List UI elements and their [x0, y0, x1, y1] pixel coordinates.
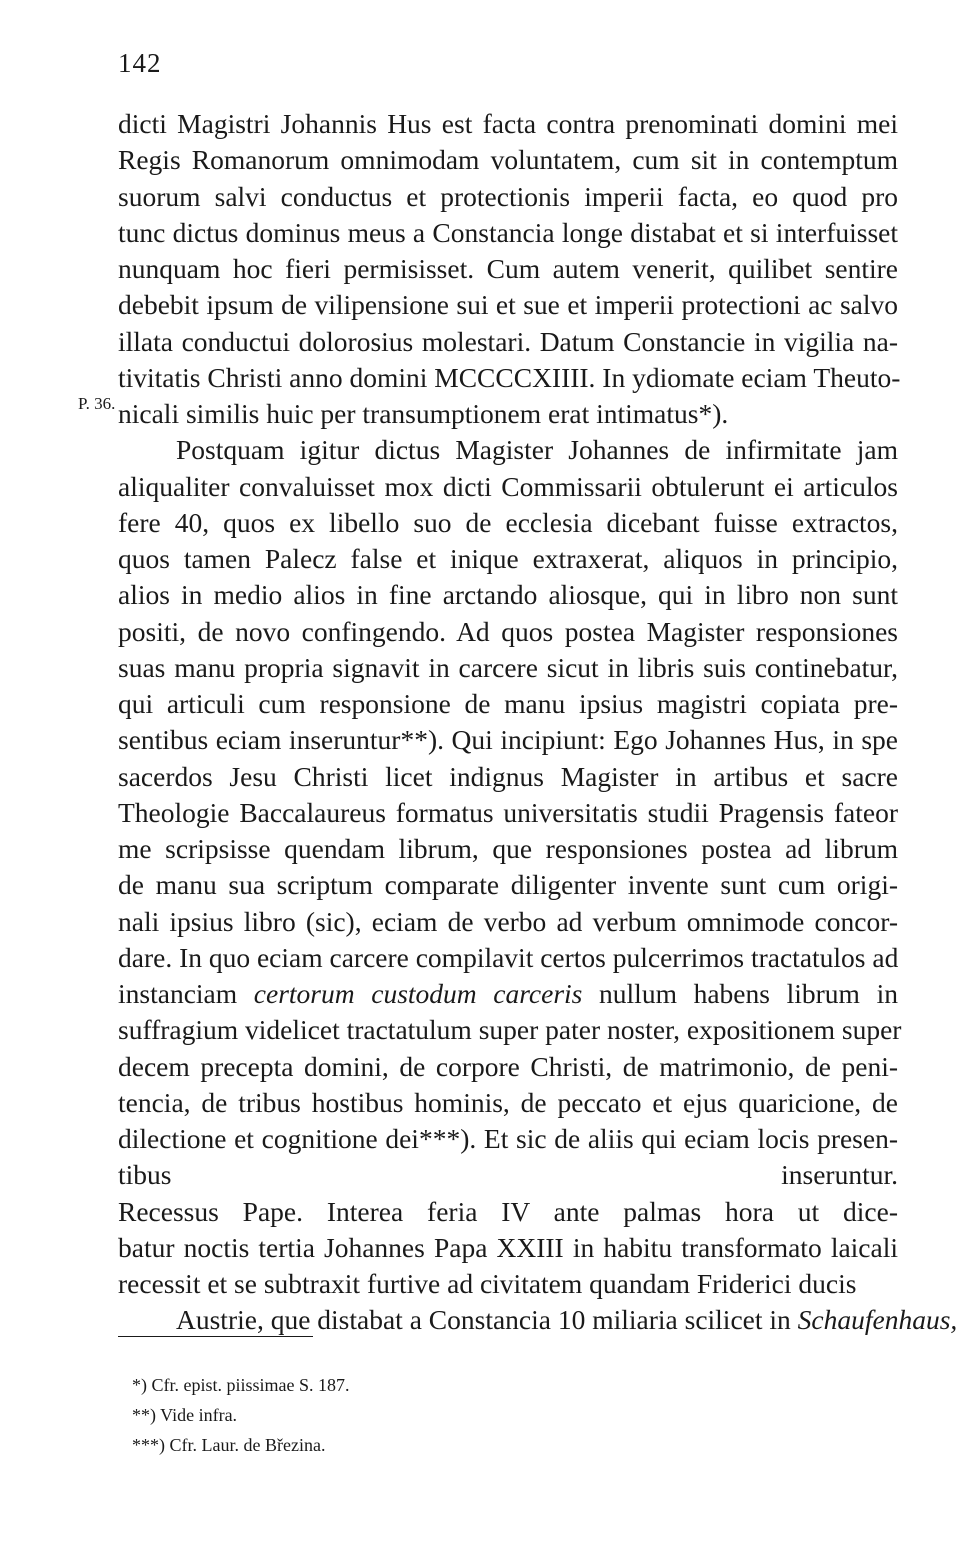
- text-line: recessit et se subtraxit furtive ad civitatem quandam Friderici ducis: [118, 1268, 857, 1299]
- text-line: tunc dictus dominus meus a Constancia longe distabat et si interfuisset: [118, 216, 898, 248]
- text-line: fere 40, quos ex libello suo de ecclesia dicebant fuisse extractos,: [118, 506, 898, 538]
- text-span: nullum habens librum in: [582, 978, 898, 1009]
- text-line: aliqualiter convaluisset mox dicti Commissarii obtulerunt ei articulos: [118, 470, 898, 502]
- footnote: *) Cfr. epist. piissimae S. 187.: [132, 1375, 350, 1395]
- text-line: decem precepta domini, de corpore Christi, de matrimonio, de peni-: [118, 1050, 898, 1082]
- text-line: [118, 976, 898, 1012]
- text-line: dare. In quo eciam carcere compilavit certos pulcerrimos tractatulos ad: [118, 941, 899, 973]
- text-line: nali ipsius libro (sic), eciam de verbo ad verbum omnimode concor-: [118, 905, 898, 937]
- text-line: debebit ipsum de vilipensione sui et sue et imperii protectioni ac salvo: [118, 289, 898, 321]
- text-line: sacerdos Jesu Christi licet indignus Magister in artibus et sacre: [118, 760, 898, 792]
- text-span: instanciam: [118, 978, 254, 1009]
- text-line: suffragium videlicet tractatulum super pater noster, expositionem super: [118, 1014, 902, 1046]
- text-line: Regis Romanorum omnimodam voluntatem, cum sit in contemptum: [118, 144, 898, 176]
- text-line: nunquam hoc fieri permisisset. Cum autem venerit, quilibet sentire: [118, 253, 898, 284]
- text-line: [176, 1302, 958, 1338]
- text-line: sentibus eciam inseruntur**). Qui incipiunt: Ego Johannes Hus, in spe: [118, 724, 898, 756]
- text-line: qui articuli cum responsione de manu ipsius magistri copiata pre-: [118, 688, 898, 719]
- text-line: Postquam igitur dictus Magister Johannes de infirmitate jam: [176, 434, 898, 466]
- text-line: suorum salvi conductus et protectionis imperii facta, eo quod pro: [118, 180, 898, 212]
- text-line: suas manu propria signavit in carcere sicut in libris suis continebatur,: [118, 651, 898, 683]
- text-line: tivitatis Christi anno domini MCCCCXIIII. In ydiomate eciam Theuto-: [118, 361, 901, 393]
- text-line: batur noctis tertia Johannes Papa XXIII in habitu transformato laicali: [118, 1231, 898, 1263]
- text-line: nicali similis huic per transumptionem erat intimatus*).: [118, 398, 729, 429]
- text-line: dicti Magistri Johannis Hus est facta contra prenominati domini mei: [118, 108, 898, 139]
- margin-note: P. 36.: [78, 394, 116, 413]
- footnote: ***) Cfr. Laur. de Březina.: [132, 1435, 326, 1455]
- text-span: Austrie, que distabat a Constancia 10 miliaria scilicet in: [176, 1304, 798, 1336]
- page-number: 142: [118, 48, 162, 78]
- footnote: **) Vide infra.: [132, 1405, 238, 1425]
- italic-phrase: certorum custodum carceris: [253, 978, 583, 1009]
- text-line: dilectione et cognitione dei***). Et sic de aliis qui eciam locis presen-: [118, 1123, 898, 1154]
- footnote-rule: [118, 1336, 313, 1337]
- italic-place-name: Schaufenhaus,: [797, 1304, 958, 1336]
- text-line: alios in medio alios in fine arctando aliosque, qui in libro non sunt: [118, 579, 898, 611]
- text-line: illata conductui dolorosius molestari. Datum Constancie in vigilia na-: [118, 325, 898, 357]
- text-line: quos tamen Palecz false et inique extraxerat, aliquos in principio,: [118, 543, 898, 574]
- text-line: tibus inseruntur.: [118, 1159, 898, 1191]
- text-line: Theologie Baccalaureus formatus universitatis studii Pragensis fateor: [118, 796, 898, 828]
- text-line: tencia, de tribus hostibus hominis, de peccato et ejus quaricione, de: [118, 1086, 898, 1118]
- text-line: de manu sua scriptum comparate diligenter invente sunt cum origi-: [118, 869, 898, 901]
- text-line: Recessus Pape. Interea feria IV ante palmas hora ut dice-: [118, 1195, 898, 1227]
- text-line: me scripsisse quendam librum, que responsiones postea ad librum: [118, 833, 898, 864]
- text-line: positi, de novo confingendo. Ad quos postea Magister responsiones: [118, 615, 898, 647]
